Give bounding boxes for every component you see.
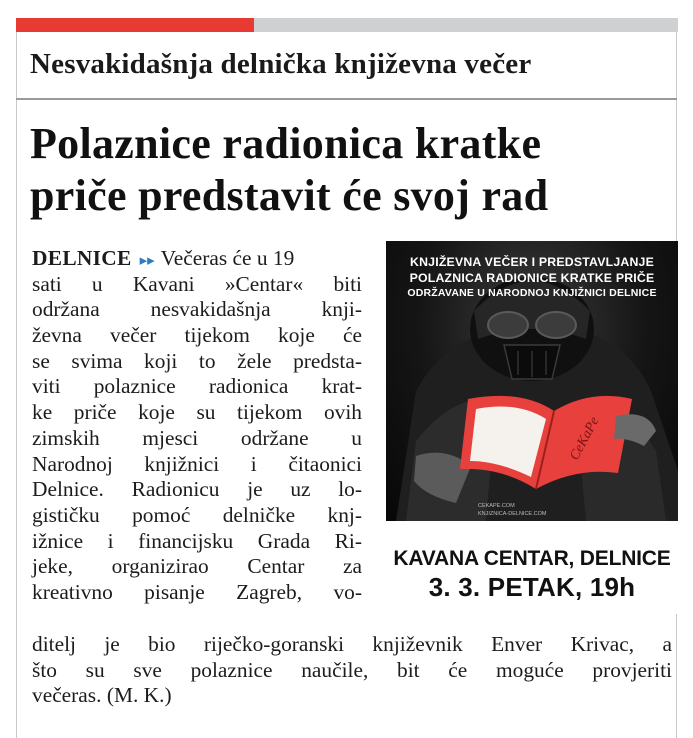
headline-line-2: priče predstavit će svoj rad: [30, 171, 549, 220]
poster-url-2: KNJIZNICA-DELNICE.COM: [478, 511, 547, 517]
poster-venue: KAVANA CENTAR, DELNICE: [393, 547, 671, 570]
body-line: jeke, organizirao Centar za: [32, 554, 362, 579]
accent-bar-grey: [254, 18, 678, 32]
event-poster: [386, 241, 678, 614]
poster-header-line-1: KNJIŽEVNA VEČER I PREDSTAVLJANJE: [410, 255, 654, 269]
body-first-line-text: Večeras će u 19: [160, 246, 295, 270]
kicker-divider: [16, 98, 677, 100]
body-line: što su sve polaznice naučile, bit će moguće provjeriti: [32, 657, 672, 682]
headline-line-1: Polaznice radionica kratke: [30, 119, 542, 168]
poster-url-1: CEKAPE.COM: [478, 503, 515, 509]
body-line: ke priče koje su tijekom ovih: [32, 400, 362, 425]
article-body-column: [32, 246, 362, 606]
body-line: se svima koji to žele predsta-: [32, 348, 362, 373]
poster-header-line-2: POLAZNICA RADIONICE KRATKE PRIČE: [409, 271, 655, 285]
body-line: održana nesvakidašnja knji-: [32, 297, 362, 322]
accent-bar-red: [16, 18, 254, 32]
body-line: ižnice i financijsku Grada Ri-: [32, 528, 362, 553]
body-line: ževna večer tijekom koje će: [32, 323, 362, 348]
body-first-line: [32, 246, 362, 272]
poster-date: 3. 3. PETAK, 19h: [428, 572, 636, 602]
body-line: viti polaznice radionica krat-: [32, 374, 362, 399]
frame-left-line: [16, 32, 17, 738]
poster-photo: [386, 241, 678, 521]
poster-header-line-3: ODRŽAVANE U NARODNOJ KNJIŽNICI DELNICE: [407, 287, 657, 299]
double-arrow-icon: ▸▸: [139, 253, 155, 269]
book-logo-text: CeKaPe: [567, 414, 603, 463]
article-body-wide: [32, 632, 672, 709]
body-line: Delnice. Radionicu je uz lo-: [32, 477, 362, 502]
body-line: večeras. (M. K.): [32, 683, 172, 708]
body-line: zimskih mjesci održane u: [32, 425, 362, 450]
dateline: DELNICE: [32, 246, 132, 270]
article-kicker: Nesvakidašnja delnička književna večer: [30, 48, 532, 80]
body-line: ditelj je bio riječko-goranski književnik Enver Krivac, a: [32, 632, 672, 656]
body-line: kreativno pisanje Zagreb, vo-: [32, 579, 362, 604]
body-line: sati u Kavani »Centar« biti: [32, 271, 362, 296]
article-headline: [30, 118, 670, 222]
body-line: Narodnoj knjižnici i čitaonici: [32, 451, 362, 476]
body-line: gističku pomoć delničke knj-: [32, 502, 362, 527]
